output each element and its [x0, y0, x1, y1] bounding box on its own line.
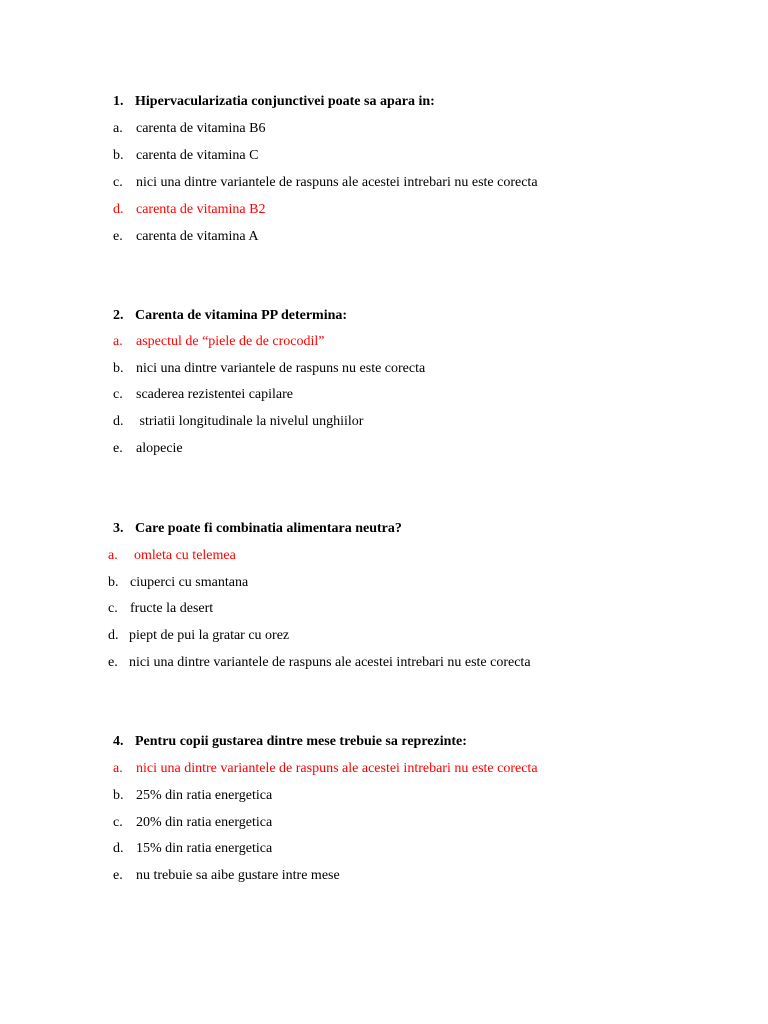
- option-letter: d.: [108, 628, 119, 643]
- option-text: omleta cu telemea: [134, 548, 236, 563]
- option-letter: a.: [108, 548, 118, 563]
- option-text: nu trebuie sa aibe gustare intre mese: [136, 868, 340, 883]
- option-text: piept de pui la gratar cu orez: [129, 628, 290, 643]
- option-text: scaderea rezistentei capilare: [136, 387, 294, 402]
- question-number: 1.: [113, 94, 124, 109]
- option-text: striatii longitudinale la nivelul unghiilor: [136, 414, 364, 429]
- option-text: carenta de vitamina C: [136, 148, 259, 163]
- option-letter: e.: [108, 655, 118, 670]
- option-letter: e.: [113, 441, 123, 456]
- question-text: Pentru copii gustarea dintre mese trebuie sa reprezinte:: [135, 734, 467, 749]
- option-letter: e.: [113, 229, 123, 244]
- option-letter: a.: [113, 761, 123, 776]
- question-number: 4.: [113, 734, 124, 749]
- option-text: carenta de vitamina A: [136, 229, 259, 244]
- option-letter: a.: [113, 121, 123, 136]
- option-text: carenta de vitamina B6: [136, 121, 266, 136]
- question-number: 3.: [113, 521, 124, 536]
- question-text: Hipervacularizatia conjunctivei poate sa apara in:: [135, 94, 435, 109]
- option-text: nici una dintre variantele de raspuns ale acestei intrebari nu este corecta: [136, 175, 538, 190]
- question-text: Care poate fi combinatia alimentara neutra?: [135, 521, 402, 536]
- option-letter: c.: [113, 175, 123, 190]
- option-letter: c.: [113, 387, 123, 402]
- option-text: 20% din ratia energetica: [136, 815, 273, 830]
- option-text: 15% din ratia energetica: [136, 841, 273, 856]
- option-text: aspectul de “piele de de crocodil”: [136, 334, 325, 349]
- option-text: fructe la desert: [130, 601, 214, 616]
- option-text: nici una dintre variantele de raspuns nu este corecta: [136, 361, 426, 376]
- option-letter: b.: [113, 361, 124, 376]
- question-number: 2.: [113, 308, 124, 323]
- option-letter: c.: [108, 601, 118, 616]
- option-letter: b.: [113, 148, 124, 163]
- option-letter: b.: [113, 788, 124, 803]
- option-text: alopecie: [136, 441, 183, 456]
- option-letter: a.: [113, 334, 123, 349]
- option-text: nici una dintre variantele de raspuns ale acestei intrebari nu este corecta: [136, 761, 538, 776]
- option-text: nici una dintre variantele de raspuns ale acestei intrebari nu este corecta: [129, 655, 531, 670]
- option-text: carenta de vitamina B2: [136, 202, 266, 217]
- option-letter: b.: [108, 575, 119, 590]
- option-letter: d.: [113, 202, 124, 217]
- option-text: 25% din ratia energetica: [136, 788, 273, 803]
- option-letter: e.: [113, 868, 123, 883]
- option-letter: c.: [113, 815, 123, 830]
- question-text: Carenta de vitamina PP determina:: [135, 308, 348, 323]
- option-text: ciuperci cu smantana: [130, 575, 249, 590]
- option-letter: d.: [113, 414, 124, 429]
- option-letter: d.: [113, 841, 124, 856]
